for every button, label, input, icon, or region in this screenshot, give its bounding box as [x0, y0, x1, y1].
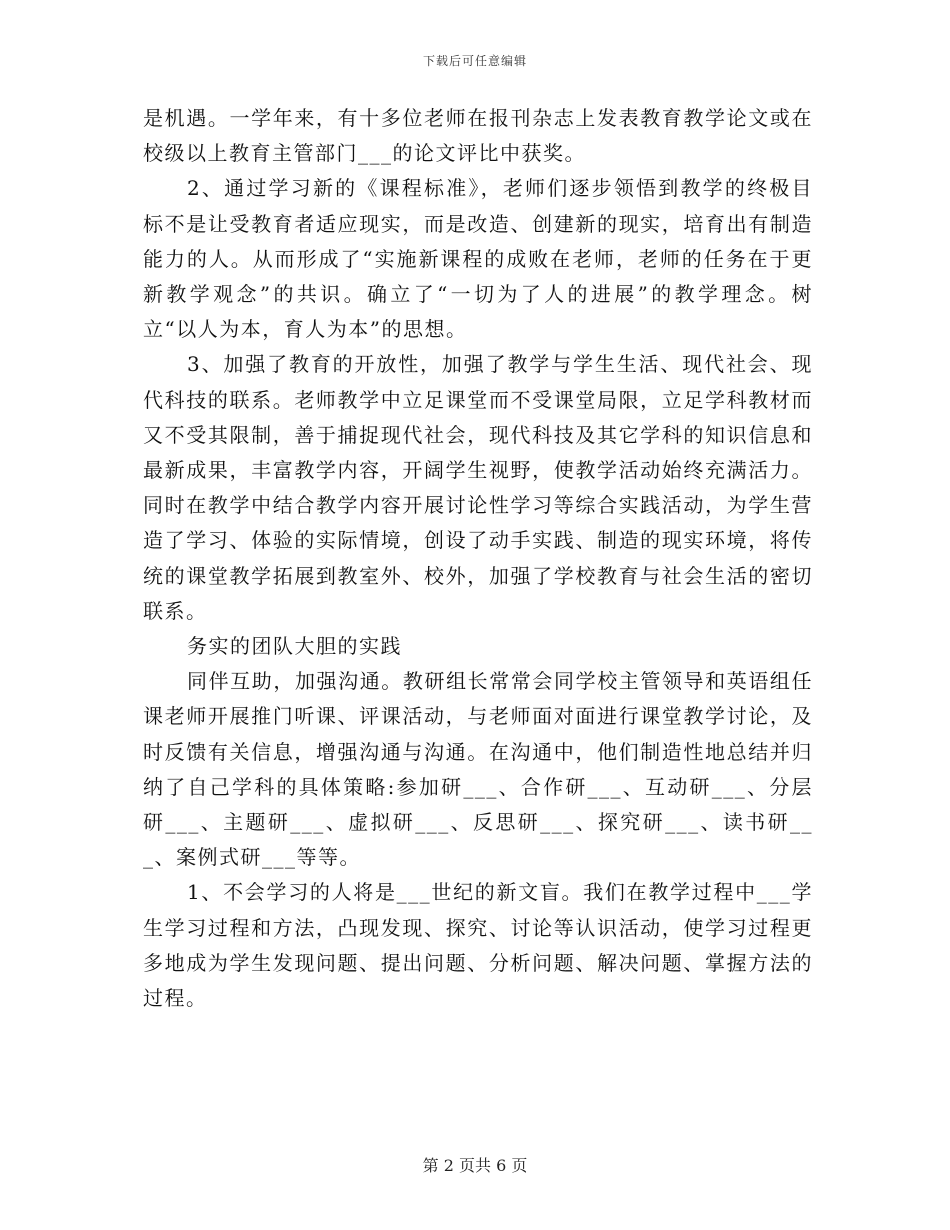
paragraph-item-1: 1、不会学习的人将是___世纪的新文盲。我们在教学过程中___学生学习过程和方法，凸现发现、探究、讨论等认识活动，使学习过程更多地成为学生发现问题、提出问题、分析问题、解决问题、掌握方法的过程。 — [143, 880, 813, 1011]
paragraph-continuation: 是机遇。一学年来，有十多位老师在报刊杂志上发表教育教学论文或在校级以上教育主管部门___的论文评比中获奖。 — [143, 106, 813, 166]
paragraph-item-2: 2、通过学习新的《课程标准》，老师们逐步领悟到教学的终极目标不是让受教育者适应现实，而是改造、创建新的现实，培育出有制造能力的人。从而形成了“实施新课程的成败在老师，老师的任务在于更新教学观念”的共识。确立了“一切为了人的进展”的教学理念。树立“以人为本，育人为本”的思想。 — [143, 176, 813, 342]
page-header: 下载后可任意编辑 — [422, 54, 527, 68]
page-number: 第 2 页共 6 页 — [422, 1156, 528, 1175]
paragraph-item-3: 3、加强了教育的开放性，加强了教学与学生生活、现代社会、现代科技的联系。老师教学中立足课堂而不受课堂局限，立足学科教材而又不受其限制，善于捕捉现代社会，现代科技及其它学科的知识信息和最新成果，丰富教学内容，开阔学生视野，使教学活动始终充满活力。同时在教学中结合教学内容开展讨论性学习等综合实践活动，为学生营造了学习、体验的实际情境，创设了动手实践、制造的现实环境，将传统的课堂教学拓展到教室外、校外，加强了学校教育与社会生活的密切联系。 — [143, 352, 813, 623]
section-heading: 务实的团队大胆的实践 — [187, 634, 402, 659]
paragraph-peer-support: 同伴互助，加强沟通。教研组长常常会同学校主管领导和英语组任课老师开展推门听课、评课活动，与老师面对面进行课堂教学讨论，及时反馈有关信息，增强沟通与沟通。在沟通中，他们制造性地总结并归纳了自己学科的具体策略:参加研___、合作研___、互动研___、分层研___、主题研___、虚拟研___、反思研___、探究研___、读书研___、案例式研___等等。 — [143, 669, 813, 870]
document-body — [143, 101, 813, 1016]
